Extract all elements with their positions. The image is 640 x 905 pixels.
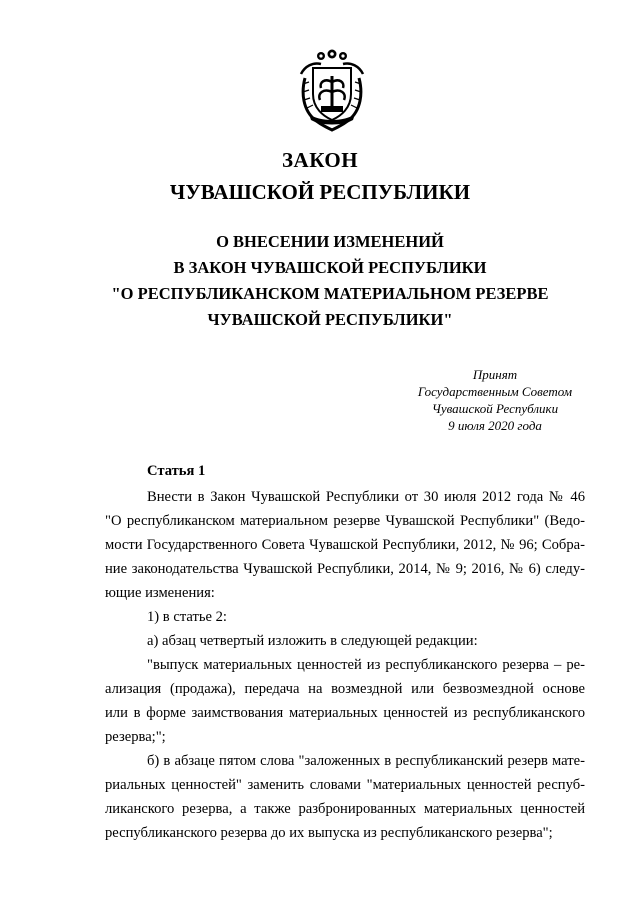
body-line: ние законодательства Чувашской Республики, 2014, № 9; 2016, № 6) следу-: [105, 561, 585, 577]
subtitle-line-4: ЧУВАШСКОЙ РЕСПУБЛИКИ": [207, 310, 453, 329]
republic-title: ЧУВАШСКОЙ РЕСПУБЛИКИ: [169, 180, 471, 204]
article-heading: Статья 1: [147, 463, 206, 479]
body-line: риальных ценностей" заменить словами "материальных ценностей респуб-: [105, 777, 585, 793]
adoption-line-1: Принят: [472, 367, 518, 382]
body-line: республиканского резерва до их выпуска из республиканского резерва";: [105, 825, 553, 841]
subtitle-line-2: В ЗАКОН ЧУВАШСКОЙ РЕСПУБЛИКИ: [173, 258, 487, 277]
body-line: ализация (продажа), передача на возмездной или безвозмездной основе: [105, 681, 585, 697]
subtitle-line-1: О ВНЕСЕНИИ ИЗМЕНЕНИЙ: [216, 232, 444, 251]
body-line: "О республиканском материальном резерве Чувашской Республики" (Ведо-: [105, 513, 585, 529]
adoption-line-3: Чувашской Республики: [431, 401, 559, 416]
subtitle-line-3: "О РЕСПУБЛИКАНСКОМ МАТЕРИАЛЬНОМ РЕЗЕРВЕ: [111, 284, 549, 303]
adoption-date: 9 июля 2020 года: [448, 418, 542, 433]
body-line: а) абзац четвертый изложить в следующей редакции:: [147, 633, 478, 649]
body-line: "выпуск материальных ценностей из республиканского резерва – ре-: [147, 657, 585, 673]
body-line: резерва;";: [105, 729, 166, 745]
body-line: б) в абзаце пятом слова "заложенных в республиканский резерв мате-: [147, 753, 585, 769]
adoption-line-2: Государственным Советом: [417, 384, 573, 399]
body-line: ющие изменения:: [105, 585, 215, 601]
body-line: 1) в статье 2:: [147, 609, 227, 625]
coat-of-arms-icon: [295, 48, 369, 132]
body-line: Внести в Закон Чувашской Республики от 30 июля 2012 года № 46: [147, 489, 585, 505]
body-line: мости Государственного Совета Чувашской Республики, 2012, № 96; Собра-: [105, 537, 585, 553]
law-title: ЗАКОН: [281, 148, 359, 172]
body-line: ликанского резерва, а также разбронированных материальных ценностей: [105, 801, 585, 817]
body-line: или в форме заимствования материальных ценностей из республиканского: [105, 705, 585, 721]
